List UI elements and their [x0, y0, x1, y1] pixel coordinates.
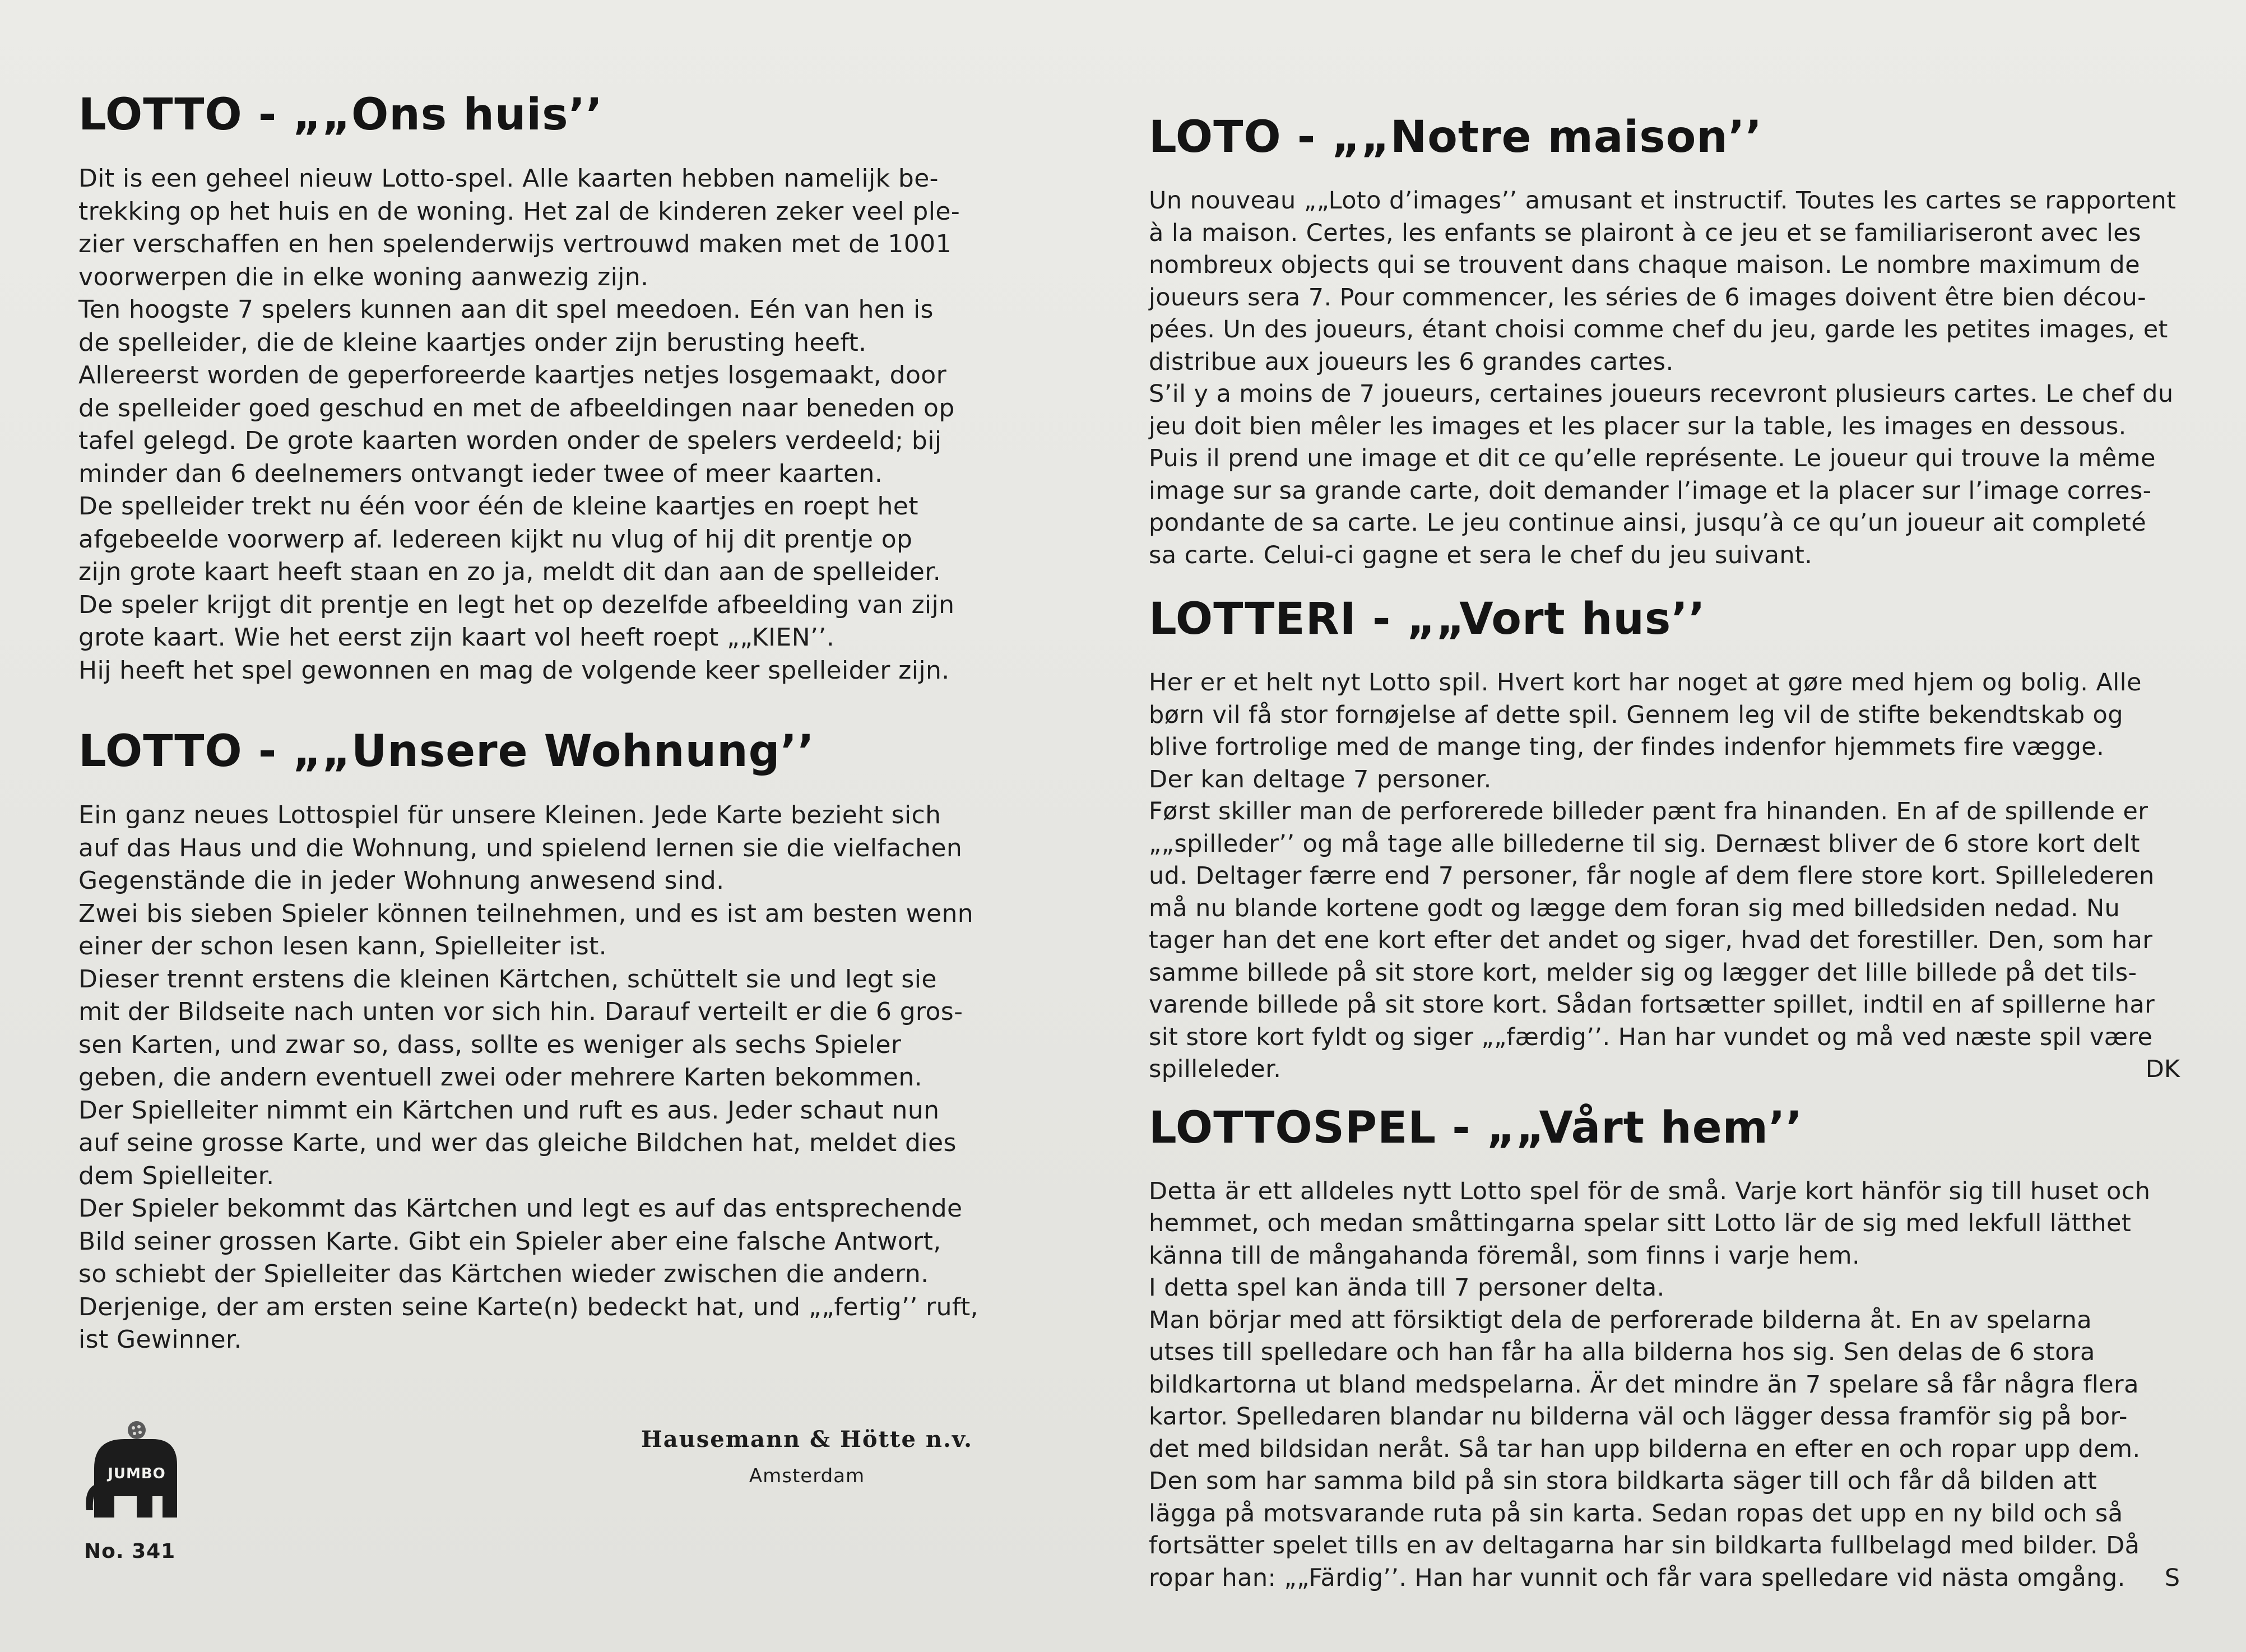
section-swedish [1149, 1103, 2180, 1595]
section-danish [1149, 594, 2180, 1086]
right-column [1149, 112, 2180, 1594]
section-french [1149, 112, 2180, 572]
section-body: Her er et helt nyt Lotto spil. Hvert kort har noget at gøre med hjem og bolig. Alle børn vil få stor fornøjelse af dette spil. Gennem leg vil de stifte bekendtskab og blive fortrolige med de mange ting, der findes indenfor hjemmets fire vægge. Der kan deltage 7 personer. Først skiller man de perforerede billeder pænt fra hinanden. En af de spillende er „„spilleder’’ og må tage alle billederne til sig. Dernæst bliver de 6 store kort delt ud. Deltager færre end 7 personer, får nogle af dem flere store kort. Spillelederen må nu blande kortene godt og lægge dem foran sig med billedsiden nedad. Nu tager han det ene kort efter det andet og siger, hvad det forestiller. Den, som har samme billede på sit store kort, melder sig og lægger det lille billede på det tils- varende billede på sit store kort. Sådan fortsætter spillet, indtil en af spillerne har sit store kort fyldt og siger „„færdig’’. Han har vundet og må ved næste spil være spilleleder. [1149, 669, 2155, 1083]
section-body: Detta är ett alldeles nytt Lotto spel för de små. Varje kort hänför sig till huset och hemmet, och medan småttingarna spelar sitt Lotto lär de sig med lekfull lätthet känna till de mångahanda föremål, som finns i varje hem. I detta spel kan ända till 7 personer delta. Man börjar med att försiktigt dela de perforerade bilderna åt. En av spelarna utses till spelledare och han får ha alla bilderna hos sig. Sen delas de 6 stora bildkartorna ut bland medspelarna. Är det mindre än 7 spelare så får några flera kartor. Spelledaren blandar nu bilderna väl och lägger dessa framför sig på bor- det med bildsidan neråt. Så tar han upp bilderna en efter en och ropar upp dem. Den som har samma bild på sin stora bildkarta säger till och får då bilden att lägga på motsvarande ruta på sin karta. Sedan ropas det upp en ny bild och så fortsätter spelet tills en av deltagarna har sin bildkarta fullbelagd med bilder. Då ropar han: „„Färdig’’. Han har vunnit och får vara spelledare vid nästa omgång. [1149, 1177, 2151, 1592]
section-dutch [78, 90, 997, 687]
jumbo-logo [78, 1418, 191, 1530]
publisher-city: Amsterdam [749, 1465, 865, 1487]
left-column [78, 90, 997, 1357]
language-mark-s: S [2164, 1563, 2180, 1592]
publisher-signature [594, 1426, 1020, 1487]
language-mark-dk: DK [2145, 1055, 2180, 1083]
section-title: LOTTERI - „„Vort hus’’ [1149, 594, 1706, 644]
logo-label: JUMBO [108, 1465, 166, 1482]
section-title: LOTO - „„Notre maison’’ [1149, 112, 1763, 163]
section-body: Ein ganz neues Lottospiel für unsere Kleinen. Jede Karte bezieht sich auf das Haus und die Wohnung, und spielend lernen sie die vielfachen Gegenstände die in jeder Wohnung anwesend sind. Zwei bis sieben Spieler können teilnehmen, und es ist am besten wenn einer der schon lesen kann, Spielleiter ist. Dieser trennt erstens die kleinen Kärtchen, schüttelt sie und legt sie mit der Bildseite nach unten vor sich hin. Darauf verteilt er die 6 gros- sen Karten, und zwar so, dass, sollte es weniger als sechs Spieler geben, die andern eventuell zwei oder mehrere Karten bekommen. Der Spielleiter nimmt ein Kärtchen und ruft es aus. Jeder schaut nun auf seine grosse Karte, und wer das gleiche Bildchen hat, meldet dies dem Spielleiter. Der Spieler bekommt das Kärtchen und legt es auf das entsprechende Bild seiner grossen Karte. Gibt ein Spieler aber eine falsche Antwort, so schiebt der Spielleiter das Kärtchen wieder zwischen die andern. Derjenige, der am ersten seine Karte(n) bedeckt hat, und „„fertig’’ ruft, ist Gewinner. [78, 801, 979, 1354]
section-title: LOTTO - „„Unsere Wohnung’’ [78, 726, 815, 777]
section-title: LOTTOSPEL - „„Vårt hem’’ [1149, 1102, 1803, 1153]
publisher-name: Hausemann & Hötte n.v. [641, 1426, 973, 1453]
article-number: No. 341 [84, 1540, 176, 1563]
elephant-icon [78, 1418, 191, 1530]
section-body: Un nouveau „„Loto d’images’’ amusant et instructif. Toutes les cartes se rapportent à la maison. Certes, les enfants se plairont à ce jeu et se familiariseront avec les nombreux objects qui se trouvent dans chaque maison. Le nombre maximum de joueurs sera 7. Pour commencer, les séries de 6 images doivent être bien décou- pées. Un des joueurs, étant choisi comme chef du jeu, garde les petites images, et distribue aux joueurs les 6 grandes cartes. S’il y a moins de 7 joueurs, certaines joueurs recevront plusieurs cartes. Le chef du jeu doit bien mêler les images et les placer sur la table, les images en dessous. Puis il prend une image et dit ce qu’elle représente. Le joueur qui trouve la même image sur sa grande carte, doit demander l’image et la placer sur l’image corres- pondante de sa carte. Le jeu continue ainsi, jusqu’à ce qu’un joueur ait completé sa carte. Celui-ci gagne et sera le chef du jeu suivant. [1149, 187, 2177, 569]
section-body: Dit is een geheel nieuw Lotto-spel. Alle kaarten hebben namelijk be- trekking op het huis en de woning. Het zal de kinderen zeker veel ple- zier verschaffen en hen spelenderwijs vertrouwd maken met de 1001 voorwerpen die in elke woning aanwezig zijn. Ten hoogste 7 spelers kunnen aan dit spel meedoen. Eén van hen is de spelleider, die de kleine kaartjes onder zijn berusting heeft. Allereerst worden de geperforeerde kaartjes netjes losgemaakt, door de spelleider goed geschud en met de afbeeldingen naar beneden op tafel gelegd. De grote kaarten worden onder de spelers verdeeld; bij minder dan 6 deelnemers ontvangt ieder twee of meer kaarten. De spelleider trekt nu één voor één de kleine kaartjes en roept het afgebeelde voorwerp af. Iedereen kijkt nu vlug of hij dit prentje op zijn grote kaart heeft staan en zo ja, meldt dit dan aan de spelleider. De speler krijgt dit prentje en legt het op dezelfde afbeelding van zijn grote kaart. Wie het eerst zijn kaart vol heeft roept „„KIEN’’. Hij heeft het spel gewonnen en mag de volgende keer spelleider zijn. [78, 164, 960, 685]
section-german [78, 726, 997, 1357]
section-title: LOTTO - „„Ons huis’’ [78, 90, 603, 140]
